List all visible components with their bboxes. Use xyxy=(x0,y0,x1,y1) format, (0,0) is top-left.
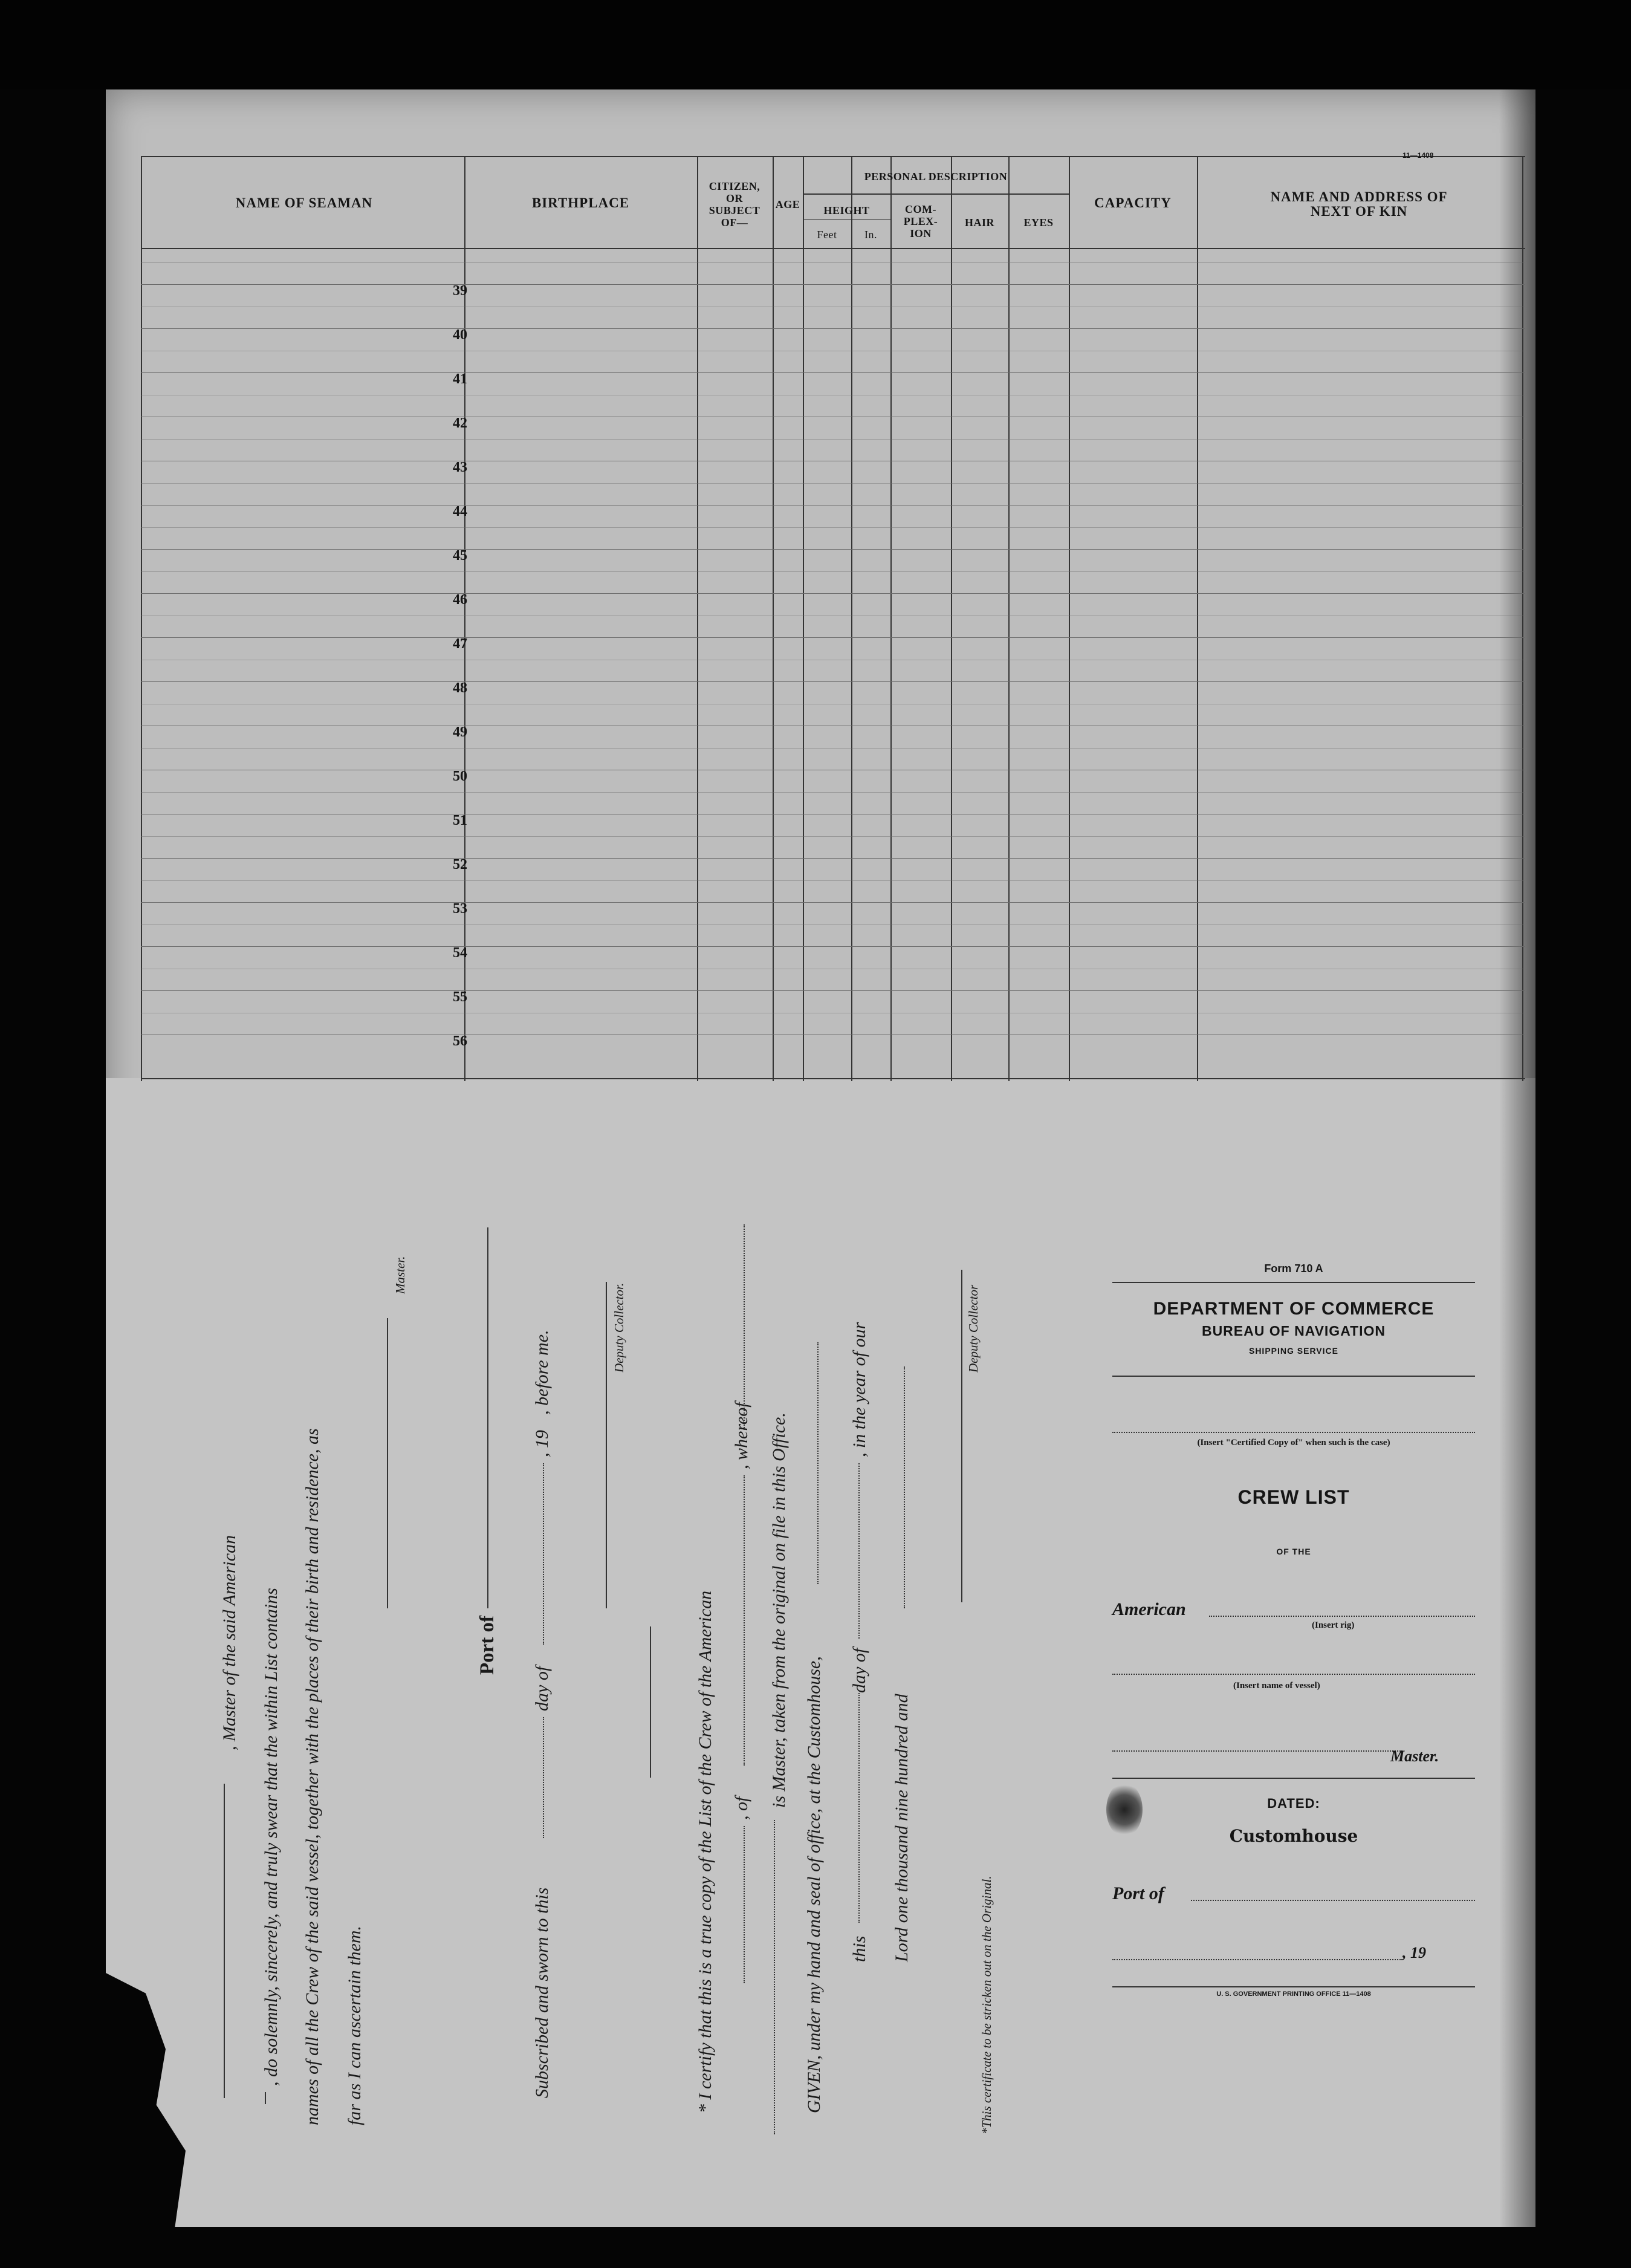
col-rule-capacity xyxy=(1069,156,1070,1081)
header-citizen-line: OF— xyxy=(721,216,748,229)
blank-vessel xyxy=(744,1826,746,1983)
row-number: 47 xyxy=(453,636,467,652)
printer-imprint: U. S. GOVERNMENT PRINTING OFFICE 11—1408 xyxy=(1216,1990,1371,1998)
row-number: 48 xyxy=(453,680,467,696)
deputy-collector-label-2: Deputy Collector xyxy=(966,1284,981,1373)
blank-line xyxy=(265,2092,266,2104)
row-number: 52 xyxy=(453,857,467,872)
oath-line-4: far as I can ascertain them. xyxy=(345,1926,365,2125)
vessel-line xyxy=(1112,1674,1475,1675)
header-complexion-line: COM- xyxy=(905,203,936,215)
blank-collector-signature xyxy=(606,1282,607,1608)
header-eyes: EYES xyxy=(1023,216,1054,229)
certified-line xyxy=(1112,1432,1475,1433)
table-row-rule xyxy=(141,990,1525,991)
header-name-of-seaman: NAME OF SEAMAN xyxy=(235,195,373,210)
day-of-text: day of xyxy=(532,1666,552,1711)
row-number: 40 xyxy=(453,327,467,343)
col-rule-kin xyxy=(1197,156,1198,1081)
of-the-label: OF THE xyxy=(1276,1547,1311,1556)
before-me-text: , before me. xyxy=(532,1330,552,1415)
header-in: In. xyxy=(864,229,877,241)
row-number: 43 xyxy=(453,460,467,475)
header-kin-line: NAME AND ADDRESS OF xyxy=(1270,189,1448,204)
row-number: 42 xyxy=(453,415,467,431)
dated-label: DATED: xyxy=(1267,1796,1320,1811)
col-rule-eyes xyxy=(1008,156,1010,1081)
blank-day xyxy=(543,1717,545,1838)
port-of-card-label: Port of xyxy=(1112,1883,1164,1903)
shipping-service: SHIPPING SERVICE xyxy=(1248,1346,1338,1356)
date-line xyxy=(1112,1959,1402,1960)
bureau-title: BUREAU OF NAVIGATION xyxy=(1201,1323,1386,1339)
blank-year xyxy=(904,1366,906,1608)
header-age: AGE xyxy=(775,198,800,210)
footnote: *This certificate to be stricken out on the Original. xyxy=(979,1876,994,2134)
master-line xyxy=(1112,1750,1402,1752)
master-label-card: Master. xyxy=(1390,1747,1439,1765)
row-number: 46 xyxy=(453,592,467,608)
given-text: GIVEN, under my hand and seal of office, at the Customhouse, xyxy=(804,1656,824,2113)
col-rule-hair xyxy=(951,156,952,1081)
header-height: HEIGHT xyxy=(823,204,870,216)
blank-master-of xyxy=(774,1820,776,2134)
header-kin-line: NEXT OF KIN xyxy=(1310,204,1408,219)
header-feet: Feet xyxy=(817,229,837,241)
header-complexion-line: PLEX- xyxy=(903,215,938,227)
header-complexion-line: ION xyxy=(910,227,932,239)
row-number: 53 xyxy=(453,901,467,917)
label-rule-2 xyxy=(1112,1376,1475,1377)
row-number: 45 xyxy=(453,548,467,564)
lord-text: Lord one thousand nine hundred and xyxy=(892,1694,912,1962)
is-master-text: is Master, taken from the original on file in this Office. xyxy=(769,1412,789,1808)
row-number: 50 xyxy=(453,768,467,784)
row-number: 41 xyxy=(453,371,467,387)
blank-master-name xyxy=(224,1784,225,2098)
blank-this xyxy=(858,1693,861,1923)
row-number: 44 xyxy=(453,504,467,519)
oath-line-3: names of all the Crew of the said vessel, together with the places of their birth and residence, as xyxy=(302,1428,322,2125)
rig-line xyxy=(1209,1616,1475,1617)
whereof-text: , whereof xyxy=(731,1402,751,1469)
corner-form-code: 11—1408 xyxy=(1402,151,1434,160)
oath-line-1: , Master of the said American xyxy=(219,1535,239,1750)
insert-vessel-note: (Insert name of vessel) xyxy=(1233,1681,1320,1691)
table-row-rule xyxy=(141,946,1525,947)
blank-of xyxy=(744,1475,746,1766)
crew-list-title: CREW LIST xyxy=(1237,1486,1350,1508)
header-personal-description: PERSONAL DESCRIPTION xyxy=(864,171,1008,183)
row-number: 51 xyxy=(453,813,467,828)
label-rule-top xyxy=(1112,1282,1475,1283)
of-text: , of xyxy=(731,1796,751,1820)
this-text: this xyxy=(849,1935,869,1962)
blank-collector-signature-2 xyxy=(961,1270,962,1602)
header-citizen-line: OR xyxy=(726,192,743,204)
header-citizen-line: CITIZEN, xyxy=(708,180,760,192)
row-number: 56 xyxy=(453,1033,467,1049)
header-birthplace: BIRTHPLACE xyxy=(531,195,630,210)
blank-customhouse xyxy=(817,1342,820,1584)
row-number: 39 xyxy=(453,283,467,299)
row-number: 54 xyxy=(453,945,467,961)
short-divider xyxy=(650,1626,651,1778)
header-citizen-line: SUBJECT xyxy=(708,204,760,216)
header-capacity: CAPACITY xyxy=(1094,195,1172,210)
table-bottom-rule xyxy=(141,1078,1525,1079)
certified-note: (Insert "Certified Copy of" when such is the case) xyxy=(1197,1438,1390,1448)
form-number: Form 710 A xyxy=(1264,1262,1323,1275)
customhouse-label: Customhouse xyxy=(1229,1826,1358,1846)
label-rule-3 xyxy=(1112,1778,1475,1779)
label-rule-bottom xyxy=(1112,1986,1475,1987)
blank-whereof xyxy=(744,1224,746,1430)
table-row-rule xyxy=(141,924,1525,925)
master-label: Master. xyxy=(393,1256,407,1294)
port-of-label: Port of xyxy=(476,1615,498,1675)
subscribed-text: Subscribed and sworn to this xyxy=(532,1887,552,2098)
blank-port xyxy=(487,1227,488,1608)
year-text: , 19 xyxy=(532,1430,552,1457)
port-line xyxy=(1191,1900,1475,1901)
oath-line-2: , do solemnly, sincerely, and truly swear that the within List contains xyxy=(261,1588,281,2086)
insert-rig-note: (Insert rig) xyxy=(1312,1620,1355,1630)
header-hair: HAIR xyxy=(964,216,994,229)
certify-text: * I certify that this is a true copy of the List of the Crew of the American xyxy=(695,1590,715,2113)
blank-month xyxy=(543,1463,545,1645)
blank-month-2 xyxy=(858,1463,861,1639)
col-rule-right xyxy=(1522,156,1523,1081)
deputy-collector-label-1: Deputy Collector. xyxy=(612,1282,626,1373)
blank-master-signature xyxy=(387,1318,388,1608)
year-card-label: , 19 xyxy=(1402,1944,1426,1961)
department-title: DEPARTMENT OF COMMERCE xyxy=(1153,1299,1435,1319)
american-label: American xyxy=(1112,1599,1186,1619)
row-number: 55 xyxy=(453,989,467,1005)
row-number: 49 xyxy=(453,724,467,740)
header-next-of-kin xyxy=(1205,190,1513,219)
day-of-text-2: day of xyxy=(849,1648,869,1693)
in-the-year-text: , in the year of our xyxy=(849,1322,869,1457)
